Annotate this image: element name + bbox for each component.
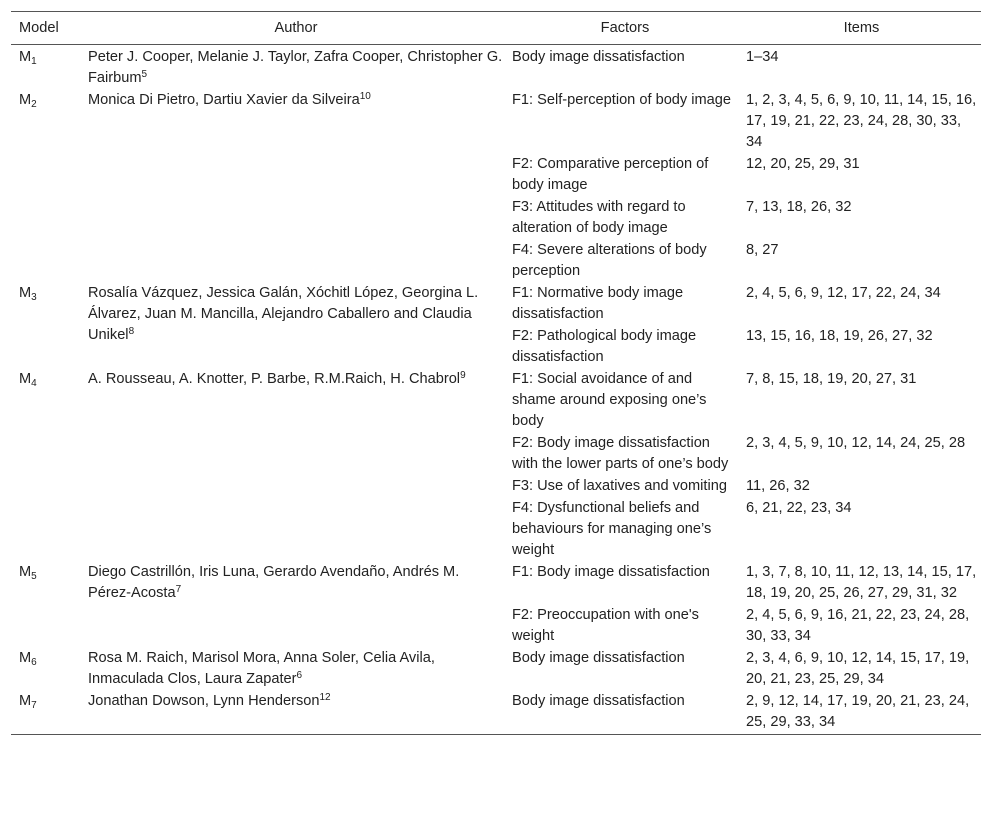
model-cell xyxy=(11,691,84,735)
model-subscript: 6 xyxy=(31,657,37,668)
header-items: Items xyxy=(843,19,880,36)
factor-cell: Body image dissatisfaction xyxy=(512,49,685,65)
author-cell xyxy=(84,45,508,91)
author-names: Monica Di Pietro, Dartiu Xavier da Silveira xyxy=(88,92,360,108)
table-row xyxy=(11,648,981,691)
table-row xyxy=(11,691,981,735)
model-label: M xyxy=(19,693,32,709)
items-cell: 2, 4, 5, 6, 9, 16, 21, 22, 23, 24, 28, 30, 33, 34 xyxy=(746,607,970,644)
author-reference: 6 xyxy=(296,670,303,681)
author-cell xyxy=(84,562,508,648)
model-subscript: 5 xyxy=(31,571,37,582)
model-subscript: 7 xyxy=(31,700,37,711)
factor-cell: F3: Use of laxatives and vomiting xyxy=(512,478,727,494)
factor-cell: F1: Self-perception of body image xyxy=(512,92,732,108)
author-names: Rosa M. Raich, Marisol Mora, Anna Soler, Celia Avila, Inmaculada Clos, Laura Zapater xyxy=(88,650,435,687)
author-cell xyxy=(84,90,508,283)
table-row xyxy=(11,90,981,154)
factor-cell: F2: Preoccupation with one's weight xyxy=(512,607,699,644)
factor-cell: F2: Pathological body image dissatisfaction xyxy=(512,328,697,365)
table-body xyxy=(11,45,981,735)
model-label: M xyxy=(19,49,32,65)
header-factors: Factors xyxy=(600,19,650,36)
header-model: Model xyxy=(19,19,59,36)
items-cell: 2, 3, 4, 5, 9, 10, 12, 14, 24, 25, 28 xyxy=(746,435,966,451)
model-label: M xyxy=(19,371,32,387)
header-row xyxy=(11,12,981,45)
factor-cell: F1: Social avoidance of and shame around exposing one’s body xyxy=(512,371,707,429)
header-author: Author xyxy=(274,19,318,36)
model-cell xyxy=(11,369,84,562)
factor-cell: F1: Body image dissatisfaction xyxy=(512,564,710,580)
factor-cell: F4: Severe alterations of body perception xyxy=(512,242,707,279)
model-cell xyxy=(11,648,84,691)
items-cell: 7, 8, 15, 18, 19, 20, 27, 31 xyxy=(746,371,917,387)
model-cell xyxy=(11,45,84,91)
models-table xyxy=(11,11,981,735)
model-cell xyxy=(11,283,84,369)
author-cell xyxy=(84,691,508,735)
author-cell xyxy=(84,283,508,369)
author-reference: 8 xyxy=(128,326,135,337)
model-label: M xyxy=(19,564,32,580)
table-row xyxy=(11,283,981,326)
model-cell xyxy=(11,90,84,283)
model-subscript: 1 xyxy=(31,56,37,67)
items-cell: 1, 3, 7, 8, 10, 11, 12, 13, 14, 15, 17, 18, 19, 20, 25, 26, 27, 29, 31, 32 xyxy=(746,564,977,601)
author-names: Diego Castrillón, Iris Luna, Gerardo Avendaño, Andrés M. Pérez-Acosta xyxy=(88,564,460,601)
items-cell: 2, 3, 4, 6, 9, 10, 12, 14, 15, 17, 19, 20, 21, 23, 25, 29, 34 xyxy=(746,650,970,687)
items-cell: 1, 2, 3, 4, 5, 6, 9, 10, 11, 14, 15, 16, 17, 19, 21, 22, 23, 24, 28, 30, 33, 34 xyxy=(746,92,977,150)
items-cell: 11, 26, 32 xyxy=(746,478,810,494)
factor-cell: F2: Body image dissatisfaction with the lower parts of one’s body xyxy=(512,435,729,472)
model-subscript: 2 xyxy=(31,99,37,110)
model-label: M xyxy=(19,92,32,108)
model-subscript: 3 xyxy=(31,292,37,303)
author-names: A. Rousseau, A. Knotter, P. Barbe, R.M.Raich, H. Chabrol xyxy=(88,371,461,387)
factor-cell: F2: Comparative perception of body image xyxy=(512,156,709,193)
author-reference: 5 xyxy=(141,69,148,80)
factor-cell: F3: Attitudes with regard to alteration of body image xyxy=(512,199,686,236)
author-reference: 12 xyxy=(319,692,331,703)
items-cell: 6, 21, 22, 23, 34 xyxy=(746,500,852,516)
items-cell: 2, 4, 5, 6, 9, 12, 17, 22, 24, 34 xyxy=(746,285,941,301)
table-header xyxy=(11,12,981,45)
author-reference: 7 xyxy=(175,584,182,595)
table-row xyxy=(11,562,981,605)
author-reference: 9 xyxy=(460,370,466,381)
table-row xyxy=(11,45,981,91)
models-table-container xyxy=(11,11,981,735)
author-names: Rosalía Vázquez, Jessica Galán, Xóchitl López, Georgina L. Álvarez, Juan M. Mancilla, Alejandro Caballero and Claudia Unikel xyxy=(88,285,479,343)
model-cell xyxy=(11,562,84,648)
factor-cell: Body image dissatisfaction xyxy=(512,693,685,709)
items-cell: 13, 15, 16, 18, 19, 26, 27, 32 xyxy=(746,328,933,344)
author-names: Jonathan Dowson, Lynn Henderson xyxy=(88,693,320,709)
model-label: M xyxy=(19,650,32,666)
author-cell xyxy=(84,648,508,691)
model-label: M xyxy=(19,285,32,301)
factor-cell: Body image dissatisfaction xyxy=(512,650,685,666)
table-row xyxy=(11,369,981,433)
author-names: Peter J. Cooper, Melanie J. Taylor, Zafra Cooper, Christopher G. Fairbum xyxy=(88,49,503,86)
author-cell xyxy=(84,369,508,562)
factor-cell: F4: Dysfunctional beliefs and behaviours for managing one’s weight xyxy=(512,500,712,558)
factor-cell: F1: Normative body image dissatisfaction xyxy=(512,285,684,322)
items-cell: 12, 20, 25, 29, 31 xyxy=(746,156,860,172)
items-cell: 2, 9, 12, 14, 17, 19, 20, 21, 23, 24, 25, 29, 33, 34 xyxy=(746,693,970,730)
items-cell: 1–34 xyxy=(746,49,779,65)
author-reference: 10 xyxy=(359,91,371,102)
model-subscript: 4 xyxy=(31,378,37,389)
items-cell: 7, 13, 18, 26, 32 xyxy=(746,199,852,215)
items-cell: 8, 27 xyxy=(746,242,779,258)
